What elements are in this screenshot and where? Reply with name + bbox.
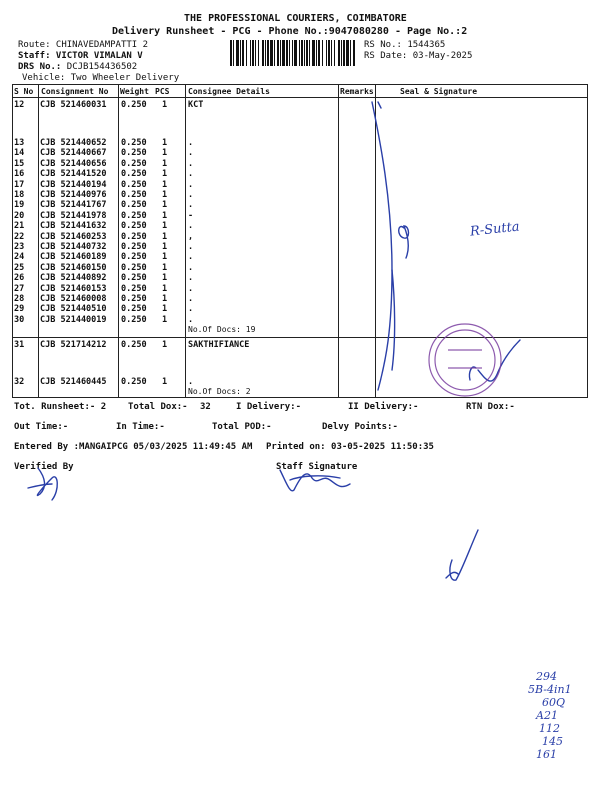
cell-weight: 0.250 bbox=[121, 169, 147, 180]
cell-details: . bbox=[188, 294, 194, 304]
cell-weight: 0.250 bbox=[121, 100, 147, 110]
cell-weight: 0.250 bbox=[121, 273, 147, 284]
handwritten-note: 5B-4in1 bbox=[528, 683, 572, 696]
handwritten-note: A21 bbox=[536, 709, 558, 722]
cell-consignment: CJB 521440652 bbox=[40, 138, 107, 148]
cell-weight: 0.250 bbox=[121, 138, 147, 148]
entered-by: Entered By :MANGAIPCG 05/03/2025 11:49:45 AM bbox=[14, 442, 253, 452]
cell-sno: 23 bbox=[14, 242, 25, 252]
cell-consignment: CJB 521441767 bbox=[40, 200, 107, 211]
handwritten-note: 145 bbox=[542, 735, 563, 748]
cell-consignment: CJB 521460031 bbox=[40, 100, 107, 110]
cell-details: . bbox=[188, 304, 194, 315]
cell-consignment: CJB 521460150 bbox=[40, 262, 107, 273]
header-remarks: Remarks bbox=[340, 87, 374, 96]
cell-sno: 25 bbox=[14, 262, 25, 273]
drs-value: DCJB154436502 bbox=[66, 62, 138, 72]
cell-details: KCT bbox=[188, 100, 204, 110]
cell-details: . bbox=[188, 377, 194, 387]
cell-weight: 0.250 bbox=[121, 190, 147, 200]
cell-consignment: CJB 521440667 bbox=[40, 148, 107, 159]
cell-details: . bbox=[188, 138, 194, 148]
handwritten-notes bbox=[528, 670, 598, 761]
cell-consignment: CJB 521440732 bbox=[40, 242, 107, 252]
cell-consignment: CJB 521440194 bbox=[40, 179, 107, 190]
cell-sno: 24 bbox=[14, 252, 25, 263]
header-pcs: PCS bbox=[155, 87, 170, 96]
cell-consignment: CJB 521440656 bbox=[40, 158, 107, 169]
cell-sno: 22 bbox=[14, 231, 25, 242]
cell-details: . bbox=[188, 190, 194, 200]
cell-consignment: CJB 521460153 bbox=[40, 283, 107, 294]
cell-weight: 0.250 bbox=[121, 210, 147, 221]
cell-pcs: 1 bbox=[162, 273, 168, 284]
cell-sno: 30 bbox=[14, 314, 25, 325]
cell-details: . bbox=[188, 252, 194, 263]
cell-sno: 14 bbox=[14, 148, 25, 159]
cell-pcs: 1 bbox=[162, 190, 168, 200]
cell-weight: 0.250 bbox=[121, 242, 147, 252]
total-dox-value: 32 bbox=[200, 402, 211, 412]
cell-weight: 0.250 bbox=[121, 179, 147, 190]
i-delivery: I Delivery:- bbox=[236, 402, 302, 412]
cell-consignment: CJB 521460189 bbox=[40, 252, 107, 263]
printed-on: Printed on: 03-05-2025 11:50:35 bbox=[266, 442, 434, 452]
cell-details: . bbox=[188, 169, 194, 180]
total-pod: Total POD:- bbox=[212, 422, 272, 432]
cell-weight: 0.250 bbox=[121, 231, 147, 242]
header-consignment: Consignment No bbox=[41, 87, 109, 96]
cell-details: . bbox=[188, 158, 194, 169]
rs-number: RS No.: 1544365 bbox=[364, 40, 446, 50]
header-consignee: Consignee Details bbox=[188, 87, 270, 96]
cell-pcs: 1 bbox=[162, 314, 168, 325]
cell-sno: 18 bbox=[14, 190, 25, 200]
cell-consignment: CJB 521441520 bbox=[40, 169, 107, 180]
cell-consignment: CJB 521460253 bbox=[40, 231, 107, 242]
cell-consignment: CJB 521440510 bbox=[40, 304, 107, 315]
cell-sno: 19 bbox=[14, 200, 25, 211]
cell-pcs: 1 bbox=[162, 148, 168, 159]
cell-consignment: CJB 521440976 bbox=[40, 190, 107, 200]
cell-sno: 16 bbox=[14, 169, 25, 180]
cell-pcs: 1 bbox=[162, 100, 168, 110]
runsheet-title: Delivery Runsheet - PCG - Phone No.:9047080280 - Page No.:2 bbox=[112, 26, 468, 37]
receiver-signature: R-Sutta bbox=[469, 219, 521, 240]
drs-label: DRS No.: bbox=[18, 62, 62, 72]
cell-weight: 0.250 bbox=[121, 314, 147, 325]
cell-pcs: 1 bbox=[162, 200, 168, 211]
cell-weight: 0.250 bbox=[121, 221, 147, 232]
cell-weight: 0.250 bbox=[121, 294, 147, 304]
cell-sno: 20 bbox=[14, 210, 25, 221]
cell-details: - bbox=[188, 210, 194, 221]
in-time: In Time:- bbox=[116, 422, 165, 432]
cell-pcs: 1 bbox=[162, 242, 168, 252]
cell-sno: 21 bbox=[14, 221, 25, 232]
cell-details: , bbox=[188, 231, 194, 242]
cell-pcs: 1 bbox=[162, 252, 168, 263]
staff-signature-label: Staff Signature bbox=[276, 462, 358, 472]
cell-sno: 12 bbox=[14, 100, 25, 110]
cell-details: . bbox=[188, 221, 194, 232]
cell-sno: 13 bbox=[14, 138, 25, 148]
cell-weight: 0.250 bbox=[121, 200, 147, 211]
cell-pcs: 1 bbox=[162, 158, 168, 169]
cell-weight: 0.250 bbox=[121, 304, 147, 315]
ii-delivery: II Delivery:- bbox=[348, 402, 419, 412]
cell-pcs: 1 bbox=[162, 262, 168, 273]
cell-sno: 28 bbox=[14, 294, 25, 304]
staff-text: Staff: VICTOR VIMALAN V bbox=[18, 51, 143, 61]
cell-details: . bbox=[188, 262, 194, 273]
cell-pcs: 1 bbox=[162, 304, 168, 315]
cell-consignment: CJB 521460445 bbox=[40, 377, 107, 387]
handwritten-note: 60Q bbox=[542, 696, 566, 709]
cell-details: . bbox=[188, 200, 194, 211]
cell-pcs: 1 bbox=[162, 221, 168, 232]
cell-details: . bbox=[188, 273, 194, 284]
cell-weight: 0.250 bbox=[121, 283, 147, 294]
cell-consignment: CJB 521714212 bbox=[40, 340, 107, 350]
out-time: Out Time:- bbox=[14, 422, 69, 432]
header-sno: S No bbox=[14, 87, 34, 96]
route-text: Route: CHINAVEDAMPATTI 2 bbox=[18, 40, 149, 50]
header-seal-signature: Seal & Signature bbox=[400, 87, 478, 96]
cell-consignment: CJB 521440892 bbox=[40, 273, 107, 284]
cell-sno: 26 bbox=[14, 273, 25, 284]
company-name: THE PROFESSIONAL COURIERS, COIMBATORE bbox=[184, 13, 407, 24]
cell-pcs: 1 bbox=[162, 169, 168, 180]
group2-docs-count: No.Of Docs: 2 bbox=[188, 387, 251, 396]
cell-consignment: CJB 521460008 bbox=[40, 294, 107, 304]
cell-sno: 32 bbox=[14, 377, 25, 387]
cell-details: . bbox=[188, 283, 194, 294]
cell-pcs: 1 bbox=[162, 377, 168, 387]
cell-pcs: 1 bbox=[162, 179, 168, 190]
vehicle-text: Vehicle: Two Wheeler Delivery bbox=[22, 73, 180, 83]
cell-weight: 0.250 bbox=[121, 262, 147, 273]
cell-details: . bbox=[188, 148, 194, 159]
cell-sno: 15 bbox=[14, 158, 25, 169]
total-dox-label: Total Dox:- bbox=[128, 402, 188, 412]
cell-sno: 27 bbox=[14, 283, 25, 294]
cell-pcs: 1 bbox=[162, 283, 168, 294]
cell-pcs: 1 bbox=[162, 231, 168, 242]
cell-pcs: 1 bbox=[162, 138, 168, 148]
group1-docs-count: No.Of Docs: 19 bbox=[188, 325, 256, 334]
cell-pcs: 1 bbox=[162, 294, 168, 304]
cell-pcs: 1 bbox=[162, 340, 168, 350]
rs-date: RS Date: 03-May-2025 bbox=[364, 51, 473, 61]
delvy-points: Delvy Points:- bbox=[322, 422, 398, 432]
cell-weight: 0.250 bbox=[121, 158, 147, 169]
cell-sno: 29 bbox=[14, 304, 25, 315]
rtn-dox: RTN Dox:- bbox=[466, 402, 515, 412]
total-runsheet: Tot. Runsheet:- 2 bbox=[14, 402, 107, 412]
cell-details: . bbox=[188, 242, 194, 252]
cell-details: SAKTHIFIANCE bbox=[188, 340, 250, 350]
cell-pcs: 1 bbox=[162, 210, 168, 221]
cell-consignment: CJB 521441978 bbox=[40, 210, 107, 221]
cell-weight: 0.250 bbox=[121, 340, 147, 350]
header-weight: Weight bbox=[120, 87, 149, 96]
handwritten-note: 294 bbox=[536, 670, 557, 683]
cell-sno: 17 bbox=[14, 179, 25, 190]
cell-details: . bbox=[188, 179, 194, 190]
handwritten-note: 112 bbox=[539, 722, 560, 735]
cell-weight: 0.250 bbox=[121, 252, 147, 263]
cell-consignment: CJB 521440019 bbox=[40, 314, 107, 325]
handwritten-note: 161 bbox=[536, 748, 557, 761]
cell-consignment: CJB 521441632 bbox=[40, 221, 107, 232]
cell-weight: 0.250 bbox=[121, 377, 147, 387]
verified-by-label: Verified By bbox=[14, 462, 74, 472]
cell-details: . bbox=[188, 314, 194, 325]
cell-weight: 0.250 bbox=[121, 148, 147, 159]
cell-sno: 31 bbox=[14, 340, 25, 350]
